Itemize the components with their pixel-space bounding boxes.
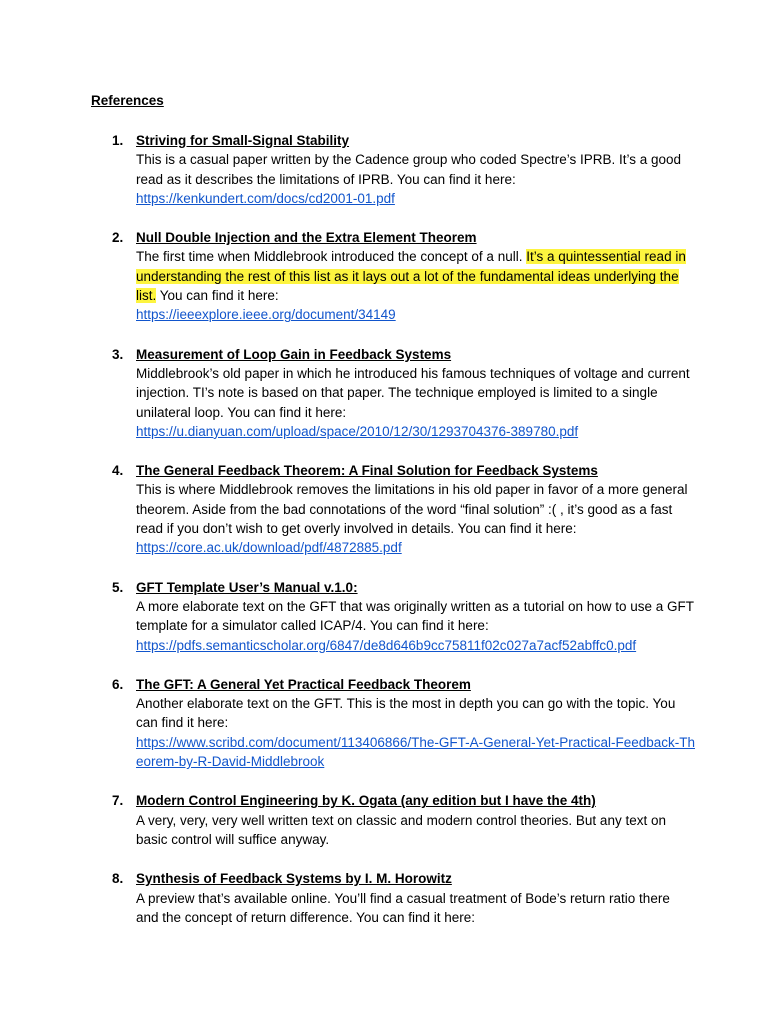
reference-item-6 <box>112 675 696 771</box>
reference-description <box>136 597 696 655</box>
reference-number: 6. <box>112 676 124 692</box>
reference-link[interactable]: https://u.dianyuan.com/upload/space/2010/12/30/1293704376-389780.pdf <box>136 423 579 439</box>
reference-text: Middlebrook’s old paper in which he introduced his famous techniques of voltage and current injection. TI’s note is based on that paper. The technique employed is limited to a single unilateral loop. You can find it here: <box>136 365 690 420</box>
reference-item-7 <box>112 791 696 849</box>
reference-title: The GFT: A General Yet Practical Feedback Theorem <box>136 676 471 692</box>
reference-number: 2. <box>112 230 124 246</box>
reference-link[interactable]: https://pdfs.semanticscholar.org/6847/de8d646b9cc75811f02c027a7acf52abffc0.pdf <box>136 637 637 653</box>
reference-description <box>136 364 696 441</box>
highlighted-text: It’s a quintessential read in understanding the rest of this list as it lays out a lot of the fundamental ideas underlying the list. <box>136 249 686 304</box>
reference-title: Synthesis of Feedback Systems by I. M. Horowitz <box>136 871 452 887</box>
reference-title: Striving for Small-Signal Stability <box>136 133 350 148</box>
reference-text: Another elaborate text on the GFT. This is the most in depth you can go with the topic. You can find it here: <box>136 696 676 731</box>
reference-text: A very, very, very well written text on classic and modern control theories. But any text on basic control will suffice anyway. <box>136 812 666 847</box>
reference-number: 3. <box>112 346 124 362</box>
reference-link[interactable]: https://ieeexplore.ieee.org/document/34149 <box>136 307 396 323</box>
reference-text-after: You can find it here: <box>159 288 279 304</box>
reference-number: 4. <box>112 463 124 479</box>
reference-number: 7. <box>112 793 124 809</box>
reference-number: 5. <box>112 579 124 595</box>
reference-title: The General Feedback Theorem: A Final Solution for Feedback Systems <box>136 463 598 479</box>
reference-item-4 <box>112 461 696 557</box>
reference-description <box>136 889 696 928</box>
reference-item-8 <box>112 869 696 927</box>
reference-link[interactable]: https://www.scribd.com/document/113406866/The-GFT-A-General-Yet-Practical-Feedback-Theorem-by-R-David-Middlebrook <box>136 734 695 770</box>
reference-title: Modern Control Engineering by K. Ogata (any edition but I have the 4th) <box>136 793 596 809</box>
reference-number: 8. <box>112 871 124 887</box>
reference-item-5 <box>112 578 696 655</box>
reference-text: A preview that’s available online. You’ll find a casual treatment of Bode’s return ratio there and the concept of return difference. You can find it here: <box>136 890 670 925</box>
reference-description <box>136 480 696 557</box>
reference-text: A more elaborate text on the GFT that was originally written as a tutorial on how to use a GFT template for a simulator called ICAP/4. You can find it here: <box>136 598 694 634</box>
reference-link[interactable]: https://core.ac.uk/download/pdf/4872885.pdf <box>136 540 402 556</box>
reference-text: The first time when Middlebrook introduced the concept of a null. <box>136 249 523 265</box>
reference-item-3 <box>112 345 696 441</box>
reference-item-2 <box>112 228 696 324</box>
reference-title: Null Double Injection and the Extra Element Theorem <box>136 230 477 246</box>
reference-description <box>136 247 696 324</box>
reference-list <box>112 131 696 947</box>
references-heading: References <box>91 93 164 108</box>
reference-title: GFT Template User’s Manual v.1.0: <box>136 579 358 595</box>
reference-description <box>136 811 696 850</box>
reference-link[interactable]: https://kenkundert.com/docs/cd2001-01.pdf <box>136 190 395 206</box>
reference-title: Measurement of Loop Gain in Feedback Systems <box>136 346 452 362</box>
reference-text: This is a casual paper written by the Cadence group who coded Spectre’s IPRB. It’s a good read as it describes the limitations of IPRB. You can find it here: <box>136 152 682 187</box>
reference-item-1 <box>112 131 696 208</box>
reference-number: 1. <box>112 133 124 148</box>
reference-text: This is where Middlebrook removes the limitations in his old paper in favor of a more general theorem. Aside from the bad connotations of the word “final solution” :( , it’s good as a fast read if you don’t wish to get overly involved in details. You can find it here: <box>136 482 688 537</box>
reference-description <box>136 694 696 771</box>
reference-description <box>136 150 696 208</box>
